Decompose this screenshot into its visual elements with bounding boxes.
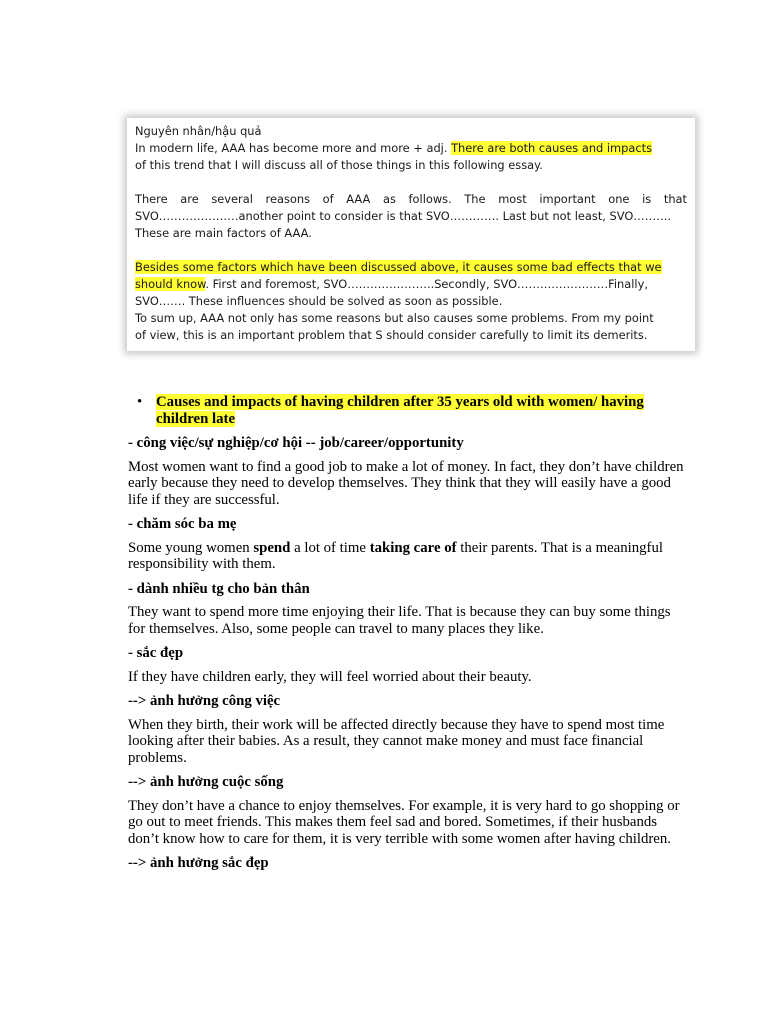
paragraph-work-impact: When they birth, their work will be affected directly because they have to spend most time looking after their babies. As a result, they cannot make money and must face financial problems. — [128, 716, 665, 766]
template-effects-line-2: should know. First and foremost, SVO…………………..Secondly, SVO……………………Finally, — [135, 277, 648, 291]
paragraph-job: Most women want to find a good job to make a lot of money. In fact, they don’t have children early because they need to develop themselves. They think that they will easily have a good life if they are successful. — [128, 458, 684, 508]
template-conclusion-line-2: of view, this is an important problem that S should consider carefully to limit its demerits. — [135, 328, 648, 342]
template-body-line-3: These are main factors of AAA. — [135, 226, 312, 240]
highlight: Besides some factors which have been discussed above, it causes some bad effects that we — [135, 260, 662, 274]
bullet-icon: • — [137, 394, 143, 410]
section-heading-parents: - chăm sóc ba mẹ — [128, 516, 237, 532]
highlight: There are both causes and impacts — [451, 141, 653, 155]
section-heading-self: - dành nhiều tg cho bản thân — [128, 580, 310, 597]
section-heading-job: - công việc/sự nghiệp/cơ hội -- job/career/opportunity — [128, 435, 464, 451]
section-heading-beauty: - sắc đẹp — [128, 645, 184, 661]
highlight: should know — [135, 277, 206, 291]
bullet-heading: Causes and impacts of having children after 35 years old with women/ having children late — [156, 394, 644, 427]
template-title: Nguyên nhân/hậu quả — [135, 124, 262, 138]
essay-template-image — [127, 118, 695, 351]
section-heading-work-impact: --> ảnh hưởng công việc — [128, 693, 281, 709]
template-conclusion-line-1: To sum up, AAA not only has some reasons but also causes some problems. From my point — [135, 311, 654, 325]
template-effects-line-3: SVO……. These influences should be solved as soon as possible. — [135, 294, 503, 308]
bullet-item — [128, 394, 690, 427]
template-intro-line-2: of this trend that I will discuss all of those things in this following essay. — [135, 158, 543, 172]
paragraph-beauty: If they have children early, they will feel worried about their beauty. — [128, 668, 532, 685]
paragraph-self: They want to spend more time enjoying their life. That is because they can buy some things for themselves. Also, some people can travel to many places they like. — [128, 604, 671, 637]
template-intro-line-1: In modern life, AAA has become more and more + adj. There are both causes and impacts — [135, 141, 653, 155]
paragraph-parents: Some young women spend a lot of time taking care of their parents. That is a meaningful responsibility with them. — [128, 539, 663, 572]
template-body-line-1: There are several reasons of AAA as follows. The most important one is that — [135, 192, 687, 206]
template-effects-line-1 — [135, 259, 687, 276]
essay-template-text — [135, 123, 687, 344]
section-heading-beauty-impact: --> ảnh hưởng sắc đẹp — [128, 855, 269, 871]
paragraph-life-impact: They don’t have a chance to enjoy themselves. For example, it is very hard to go shopping or go out to meet friends. This makes them feel sad and bored. Sometimes, if their husbands don’t know how to care for them, it is very terrible with some women after having children. — [128, 797, 680, 847]
section-heading-life-impact: --> ảnh hưởng cuộc sống — [128, 774, 284, 790]
template-body-line-2: SVO…………………another point to consider is that SVO…………. Last but not least, SVO………. — [135, 209, 672, 223]
document-body — [128, 394, 690, 879]
